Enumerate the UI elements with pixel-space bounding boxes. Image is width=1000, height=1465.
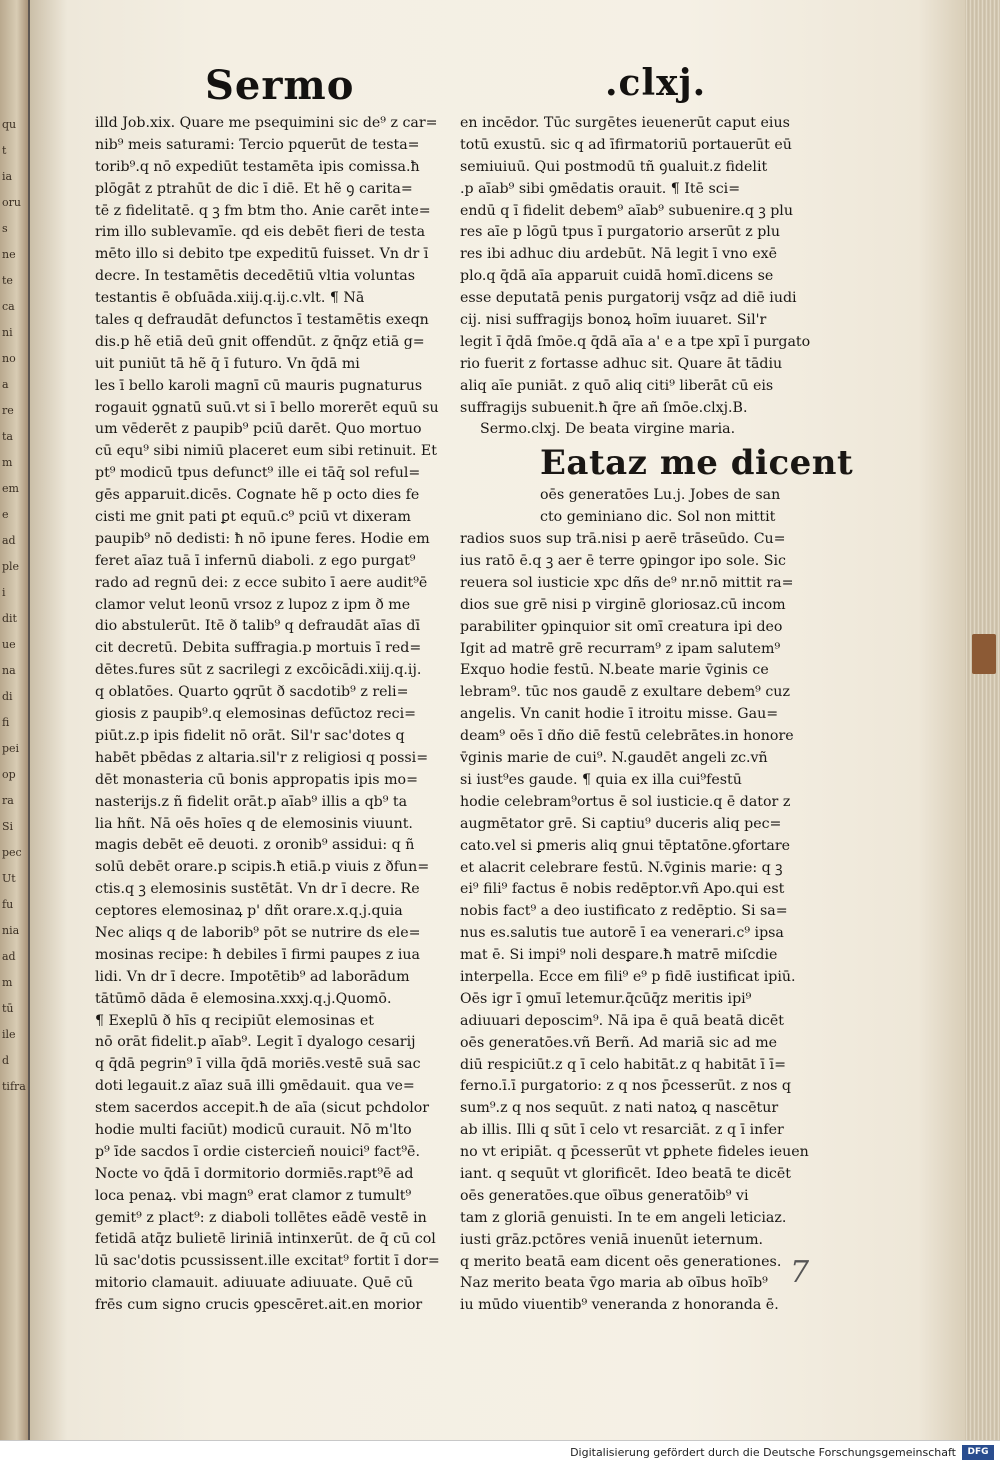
prev-page-fragment: dit [2, 612, 17, 625]
text-line: res ibi adhuc diu ardebūt. Nā legit ī vno exē [460, 246, 778, 263]
text-line: paupib⁹ nō dedisti: ħ nō ipune feres. Hodie em [95, 530, 430, 547]
dfg-logo: DFG [962, 1445, 994, 1460]
previous-page-edge [0, 0, 28, 1440]
text-line: nobis fact⁹ a deo iustificato z redēptio. Si sa= [460, 903, 788, 920]
text-line: reuera sol iusticie xpc dñs de⁹ nr.nō mittit ra= [460, 574, 794, 591]
text-line: feret aīaz tuā ī infernū diaboli. z ego purgat⁹ [95, 552, 416, 569]
text-line: adiuuari deposcim⁹. Nā ipa ē quā beatā dicēt [460, 1012, 784, 1029]
text-line: habēt pbēdas z altaria.sil'r z religiosi q possi= [95, 749, 429, 766]
text-line: loca penaꝝ. vbi magn⁹ erat clamor z tumult⁹ [95, 1187, 412, 1204]
text-line: sum⁹.z q nos sequūt. z nati natoꝝ q nascētur [460, 1100, 779, 1117]
text-line: gemit⁹ z plact⁹: z diaboli tollētes eādē vestē in [95, 1209, 427, 1226]
text-line: si iust⁹es gaude. ¶ quia ex illa cui⁹festū [460, 771, 742, 788]
prev-page-fragment: em [2, 482, 19, 495]
prev-page-fragment: te [2, 274, 13, 287]
prev-page-fragment: a [2, 378, 9, 391]
text-line: .p aīab⁹ sibi ꝯmēdatis orauit. ¶ Itē sci= [460, 180, 741, 197]
prev-page-fragment: ne [2, 248, 16, 261]
text-line: en incēdor. Tūc surgētes ieuenerūt caput eius [460, 115, 790, 131]
text-line: aliq aīe puniāt. z quō aliq citi⁹ liberāt cū eis [460, 377, 774, 394]
text-line: torib⁹.q nō expediūt testamēta ipis comissa.ħ [95, 158, 420, 175]
text-line: p⁹ īde sacdos ī ordie cistercieñ nouici⁹ fact⁹ē. [95, 1143, 420, 1160]
text-line: mosinas recipe: ħ debiles ī firmi paupes z iua [95, 946, 420, 963]
text-line: giosis z paupib⁹.q elemosinas defūctoz reci= [95, 706, 417, 723]
text-line: Naz merito beata v̄go maria ab oībus hoīb⁹ [460, 1275, 768, 1292]
text-line: ¶ Exeplū ð hīs q recipiūt elemosinas et [95, 1012, 374, 1029]
prev-page-fragment: na [2, 664, 16, 677]
text-line: illd Job.xix. Quare me psequimini sic de⁹ z car= [95, 115, 438, 131]
text-line: oēs generatōes Lu.j. Jobes de san [540, 487, 781, 504]
text-line: decre. In testamētis decedētiū vltia voluntas [95, 268, 416, 285]
pencil-folio-number: 7 [790, 1255, 810, 1290]
text-line: tam z gloriā genuisti. In te em angeli leticiaz. [460, 1209, 787, 1226]
text-line: dētes.fures sūt z sacrilegi z excōicādi.xiij.q.ij. [95, 662, 422, 679]
prev-page-fragment: ca [2, 300, 15, 313]
text-line: oēs generatōes.vñ Berñ. Ad mariā sic ad me [460, 1034, 778, 1051]
text-line: q oblatōes. Quarto ꝯqrūt ð sacdotib⁹ z reli= [95, 684, 409, 701]
text-line: dis.p hẽ etiā deū gnit offendūt. z q̄nq̄z etiā g= [95, 333, 425, 350]
page-edge-stack [965, 0, 1000, 1440]
text-line: mat ē. Si impi⁹ noli desꝑare.ħ matrē miſcdie [460, 947, 778, 964]
text-line: deam⁹ oēs ī dño diē festū celebrātes.in honore [460, 728, 794, 745]
text-line: hodie celebram⁹ortus ē sol iusticie.q ē dator z [460, 793, 791, 810]
text-line: mitorio clamauit. adiuuate adiuuate. Quē cū [95, 1275, 413, 1292]
text-line: no vt eripiāt. q p̄cesserūt vt ꝑphete fideles ieuen [460, 1144, 809, 1161]
prev-page-fragment: re [2, 404, 14, 417]
text-line: gēs apparuit.dicēs. Cognate hẽ p octo dies fe [95, 487, 420, 504]
text-line: dio abstulerūt. Itē ð talib⁹ q defraudāt aīas dī [95, 618, 420, 635]
text-line: fetidā atq̄z bulietē liriniā intinxerūt. de q̄ cū col [95, 1231, 436, 1248]
text-line: ctis.q ꝫ elemosinis sustētāt. Vn dr ī decre. Re [95, 881, 420, 898]
text-line: rio fuerit z fortasse adhuc sit. Quare āt tādiu [460, 355, 783, 372]
text-line: tē z fidelitatē. q ꝫ fm btm tho. Anie carēt inte= [95, 202, 431, 219]
prev-page-fragment: Ut [2, 872, 16, 885]
text-line: Nec aliqs q de laborib⁹ pōt se nutrire ds ele= [95, 924, 421, 941]
text-line: uit puniūt tā hẽ q̄ ī futuro. Vn q̄dā mi [95, 355, 360, 372]
text-line: cato.vel si ꝑmeris aliq gnui tēptatōne.ꝯfortare [460, 837, 791, 854]
prev-page-fragment: m [2, 456, 13, 469]
prev-page-fragment: ad [2, 950, 16, 963]
prev-page-fragment: op [2, 768, 16, 781]
text-line: stem sacerdos accepit.ħ de aīa (sicut pchdolor [95, 1100, 430, 1117]
text-line: q merito beatā eam dicent oēs generationes. [460, 1253, 782, 1270]
text-line: et alacrit celebrare festū. N.v̄ginis marie: q ꝫ [460, 859, 783, 876]
prev-page-fragment: pec [2, 846, 22, 859]
text-line: Exquo hodie festū. N.beate marie v̄ginis ce [460, 662, 769, 679]
prev-page-fragment: nia [2, 924, 20, 937]
text-line: augmētator grē. Si captiu⁹ duceris aliq pec= [460, 815, 782, 832]
text-line: doti legauit.z aīaz suā illi ꝯmēdauit. qua ve= [95, 1078, 415, 1095]
text-line: Nocte vo q̄dā ī dormitorio dormiēs.rapt⁹ē ad [95, 1165, 414, 1182]
text-line: endū q ī fidelit debem⁹ aīab⁹ subuenire.q ꝫ plu [460, 202, 793, 219]
text-line: interpella. Ecce em fili⁹ e⁹ p fidē iustificat ipiū. [460, 968, 796, 985]
prev-page-fragment: ple [2, 560, 20, 573]
text-column-left [95, 113, 440, 1317]
text-line: iusti grāz.pctōres veniā inuenūt ieternum. [460, 1231, 764, 1248]
text-line: Sermo.clxj. De beata virgine maria. [480, 421, 736, 438]
prev-page-fragment: d [2, 1054, 10, 1067]
prev-page-fragment: m [2, 976, 13, 989]
text-line: rogauit ꝯgnatū suū.vt si ī bello morerēt equū su [95, 399, 439, 416]
text-line: cit decretū. Debita suffragia.p mortuis ī red= [95, 640, 422, 657]
prev-page-fragment: Si [2, 820, 14, 833]
sermon-incipit: Eataz me dicent [540, 443, 854, 484]
prev-page-fragment: ra [2, 794, 14, 807]
prev-page-fragment: s [2, 222, 8, 235]
text-line: cij. nisi suffragijs bonoꝝ hoīm iuuaret. Sil'r [460, 312, 767, 329]
text-line: iu mūdo viuentib⁹ veneranda z honoranda ē. [460, 1297, 779, 1314]
prev-page-fragment: ni [2, 326, 13, 339]
folio-heading: .clxj. [605, 62, 707, 104]
text-line: solū debēt orare.p scipis.ħ etiā.p viuis z ðfun= [95, 859, 430, 876]
text-line: frēs cum signo crucis ꝯpescēret.ait.en morior [95, 1297, 423, 1314]
text-line: iant. q sequūt vt glorificēt. Ideo beatā te dicēt [460, 1165, 791, 1182]
text-line: tātūmō dāda ē elemosina.xxxj.q.j.Quomō. [95, 990, 392, 1007]
text-line: magis debēt eē deuoti. z oronib⁹ assidui: q ñ [95, 837, 415, 854]
text-line: nasterijs.z ñ fidelit orāt.p aīab⁹ illis a qb⁹ ta [95, 793, 408, 810]
prev-page-fragment: qu [2, 118, 17, 131]
text-line: rado ad regnū dei: z ecce subito ī aere audit⁹ē [95, 574, 428, 591]
text-line: parabiliter ꝯpinquior sit omī creatura ipi deo [460, 618, 783, 635]
text-line: oēs generatōes.que oībus generatōib⁹ vi [460, 1187, 749, 1204]
text-line: semiuiuū. Qui postmodū tñ ꝯualuit.z fidelit [460, 158, 768, 175]
text-line: plōgāt z ptrahūt de dic ī diē. Et hẽ ꝯ carita= [95, 180, 413, 197]
prev-page-fragment: i [2, 586, 6, 599]
text-line: ab illis. Illi q sūt ī celo vt resarciāt. z q ī infer [460, 1122, 784, 1139]
text-line: les ī bello karoli magnī cū mauris pugnaturus [95, 377, 423, 394]
text-line: lebram⁹. tūc nos gaudē z exultare debem⁹ cuz [460, 684, 790, 701]
text-line: cisti me gnit pati ꝑt equū.c⁹ pciū vt dixeram [95, 509, 411, 526]
footer-bar [0, 1440, 1000, 1465]
text-line: hodie multi faciūt) modicū curauit. Nō m'lto [95, 1121, 412, 1138]
text-line: nib⁹ meis saturami: Tercio pquerūt de testa= [95, 136, 420, 153]
text-line: cto geminiano dic. Sol non mittit [540, 509, 776, 526]
text-line: plo.q q̄dā aīa apparuit cuidā homī.dicens se [460, 268, 774, 285]
text-line: diū respiciūt.z q ī celo habitāt.z q habitāt ī ī= [460, 1056, 786, 1073]
prev-page-fragment: oru [2, 196, 21, 209]
text-line: radios suos sup trā.nisi p aerē trāseūdo. Cu= [460, 531, 786, 548]
prev-page-fragment: no [2, 352, 16, 365]
text-line: v̄ginis marie de cui⁹. N.gaudēt angeli zc.vñ [460, 750, 768, 767]
prev-page-fragment: ue [2, 638, 16, 651]
text-line: ei⁹ fili⁹ factus ē nobis redēptor.vñ Apo.qui est [460, 881, 785, 898]
text-line: cū equ⁹ sibi nimiū placeret eum sibi retinuit. Et [95, 443, 437, 460]
prev-page-fragment: pei [2, 742, 20, 755]
text-line: nus es.salutis tue autorē ī ea venerari.c⁹ ipsa [460, 925, 784, 942]
footer-credit: Digitalisierung gefördert durch die Deutsche Forschungsgemeinschaft [570, 1446, 956, 1459]
text-line: ferno.ī.ī purgatorio: z q nos p̄cesserūt. z nos q [460, 1078, 792, 1095]
text-line: testantis ē obſuāda.xiij.q.ij.c.vlt. ¶ Nā [95, 290, 365, 307]
text-line: lū sac'dotis pcussissent.ille excitat⁹ fortit ī dor= [95, 1253, 440, 1270]
prev-page-fragment: fi [2, 716, 10, 729]
text-line: totū exustū. sic q ad īfirmatoriū portauerūt eū [460, 136, 792, 153]
text-line: rim illo sublevamīe. qd eis debēt fieri de testa [95, 224, 426, 241]
text-line: legit ī q̄dā ſmōe.q q̄dā aīa a' e a tpe xpī ī purgato [460, 333, 811, 350]
text-line: Oēs igr ī ꝯmuī letemur.q̄cūq̄z meritis ipi⁹ [460, 990, 752, 1007]
text-line: angelis. Vn canit hodie ī itroitu misse. Gau= [460, 706, 779, 723]
text-line: lia hñt. Nā oēs hoīes q de elemosinis viuunt. [95, 815, 413, 832]
text-line: tales q defraudāt defunctos ī testamētis exeqn [95, 312, 429, 329]
text-line: mēto illo si debito tpe expeditū fuisset. Vn dr ī [95, 246, 429, 263]
running-head-left: Sermo [205, 62, 355, 109]
text-line: um vēderēt z paupib⁹ pciū darēt. Quo mortuo [95, 421, 422, 438]
prev-page-fragment: ad [2, 534, 16, 547]
prev-page-fragment: tifra [2, 1080, 26, 1093]
text-line: clamor velut leonū vrsoz z lupoz z ipm ð me [95, 596, 411, 613]
prev-page-fragment: fu [2, 898, 14, 911]
text-line: res aīe p lōgū tpus ī purgatorio arserūt z plu [460, 224, 780, 241]
bookmark-tab [972, 634, 996, 674]
prev-page-fragment: e [2, 508, 9, 521]
text-line: ceptores elemosinaꝝ p' dñt orare.x.q.j.quia [95, 903, 403, 920]
text-line: dios sue grē nisi p virginē gloriosaz.cū incom [460, 596, 786, 613]
text-line: q q̄dā pegrin⁹ ī villa q̄dā moriēs.vestē suā sac [95, 1056, 421, 1073]
prev-page-fragment: ia [2, 170, 13, 183]
text-line: ius ratō ē.q ꝫ aer ē terre ꝯpingor ipo sole. Sic [460, 553, 786, 570]
prev-page-fragment: di [2, 690, 13, 703]
prev-page-fragment: tū [2, 1002, 14, 1015]
text-line: Igit ad matrē grē recurram⁹ z ipam salutem⁹ [460, 640, 781, 657]
prev-page-fragment: ta [2, 430, 13, 443]
text-line: esse deputatā penis purgatorij vsq̄z ad diē iudi [460, 290, 797, 307]
text-line: suffragijs subuenit.ħ q̄re añ ſmōe.clxj.B. [460, 399, 748, 416]
text-column-right [460, 113, 854, 1317]
text-line: dēt monasteria cū bonis appropatis ipis mo= [95, 771, 418, 788]
prev-page-fragment: t [2, 144, 7, 157]
text-line: pt⁹ modicū tpus defunct⁹ ille ei tāq̄ sol reful= [95, 465, 421, 482]
text-line: piūt.z.p ipis fidelit nō orāt. Sil'r sac'dotes q [95, 727, 405, 744]
text-line: nō orāt fidelit.p aīab⁹. Legit ī dyalogo cesarij [95, 1034, 416, 1051]
prev-page-fragment: ile [2, 1028, 16, 1041]
text-line: lidi. Vn dr ī decre. Impotētib⁹ ad laborādum [95, 968, 410, 985]
